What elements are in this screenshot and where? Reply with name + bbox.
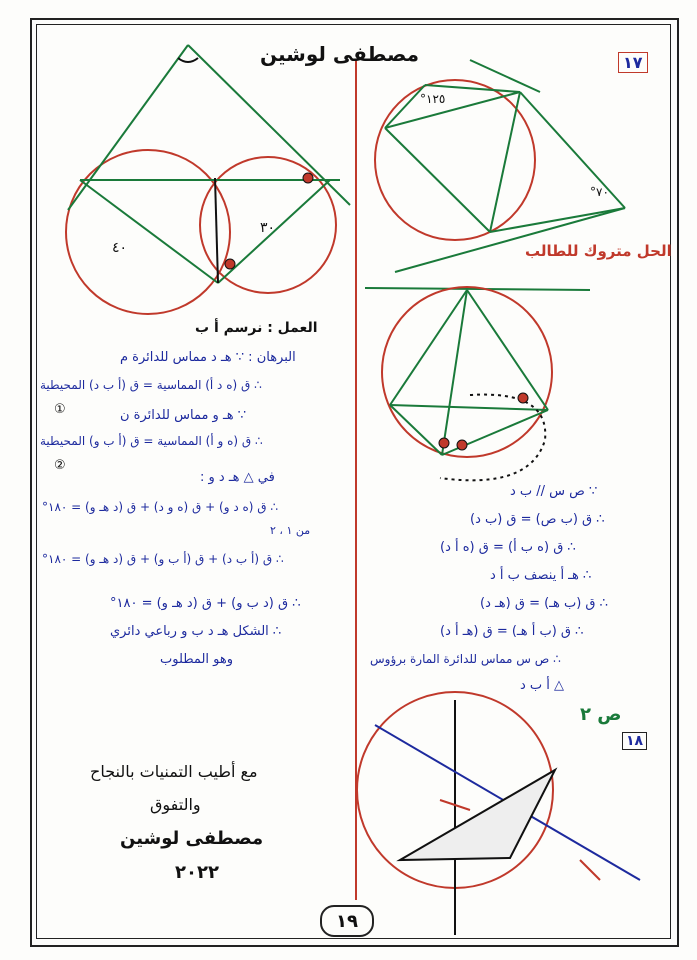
proof-line: ∴ ق (ه د و) + ق (ه و د) + ق (د هـ و) = ١٨٠° — [42, 500, 279, 514]
proof-line: ∴ الشكل هـ د ب و رباعي دائري — [110, 624, 282, 639]
distance-30-label: ٣٠ — [260, 220, 276, 236]
proof-line: ∴ ق (أ ب د) + ق (أ ب و) + ق (د هـ و) = ١٨٠° — [42, 552, 284, 566]
proof-line: ∵ هـ و مماس للدائرة ن — [120, 408, 247, 423]
proof-line: وهو المطلوب — [160, 652, 233, 667]
proof-line: في △ هـ د و : — [200, 470, 275, 485]
left-work-title: العمل : نرسم أ ب — [195, 320, 318, 336]
proof-marker: ② — [54, 458, 66, 473]
problem-b-line: ∴ هـ أ ينصف ب أ د — [490, 568, 592, 583]
proof-line: ∴ ق (ه د أ) المماسية = ق (أ ب د) المحيطية — [40, 378, 262, 392]
proof-line: ∴ ق (ه و أ) المماسية = ق (أ ب و) المحيطية — [40, 434, 263, 448]
distance-40-label: ٤٠ — [112, 240, 128, 256]
closing-year: ٢٠٢٢ — [175, 862, 219, 883]
figure-b — [365, 287, 590, 480]
problem-b-line: ∴ ق (ب ص) = ق (ب د) — [470, 512, 605, 527]
figure-17 — [375, 60, 625, 272]
figure-18 — [357, 692, 640, 935]
proof-line: من ١ ، ٢ — [270, 524, 311, 537]
closing-wish: مع أطيب التمنيات بالنجاح — [90, 762, 258, 781]
left-figure — [66, 45, 350, 314]
angle-125-label: ١٢٥° — [420, 92, 446, 106]
problem-17-note: الحل متروك للطالب — [525, 242, 672, 260]
problem-18-label: ص ٢ — [580, 704, 622, 725]
page-number: ١٩ — [320, 905, 374, 937]
problem-b-line: △ أ ب د — [520, 678, 565, 693]
header-author: مصطفى لوشين — [260, 42, 420, 66]
problem-b-line: ∴ ص س مماس للدائرة المارة برؤوس — [370, 652, 561, 666]
proof-line: ∴ ق (د ب و) + ق (د هـ و) = ١٨٠° — [110, 596, 301, 611]
problem-b-line: ∴ ق (ه ب أ) = ق (ه أ د) — [440, 540, 576, 555]
problem-18-number: ١٨ — [622, 732, 647, 750]
problem-b-line: ∴ ق (ب هـ) = ق (هـ د) — [480, 596, 608, 611]
circle-b — [382, 287, 552, 457]
proof-line: البرهان : ∵ هـ د مماس للدائرة م — [120, 350, 296, 365]
closing-author: مصطفى لوشين — [120, 828, 264, 849]
problem-17-number: ١٧ — [618, 52, 648, 73]
closing-wish-2: والتفوق — [150, 795, 201, 814]
segment-d-b — [80, 180, 218, 283]
circle-17 — [375, 80, 535, 240]
angle-70-label: ٧٠° — [590, 185, 609, 199]
problem-b-line: ∵ ص س // ب د — [510, 484, 598, 499]
problem-b-line: ∴ ق (ب أ هـ) = ق (هـ أ د) — [440, 624, 584, 639]
proof-marker: ① — [54, 402, 66, 417]
